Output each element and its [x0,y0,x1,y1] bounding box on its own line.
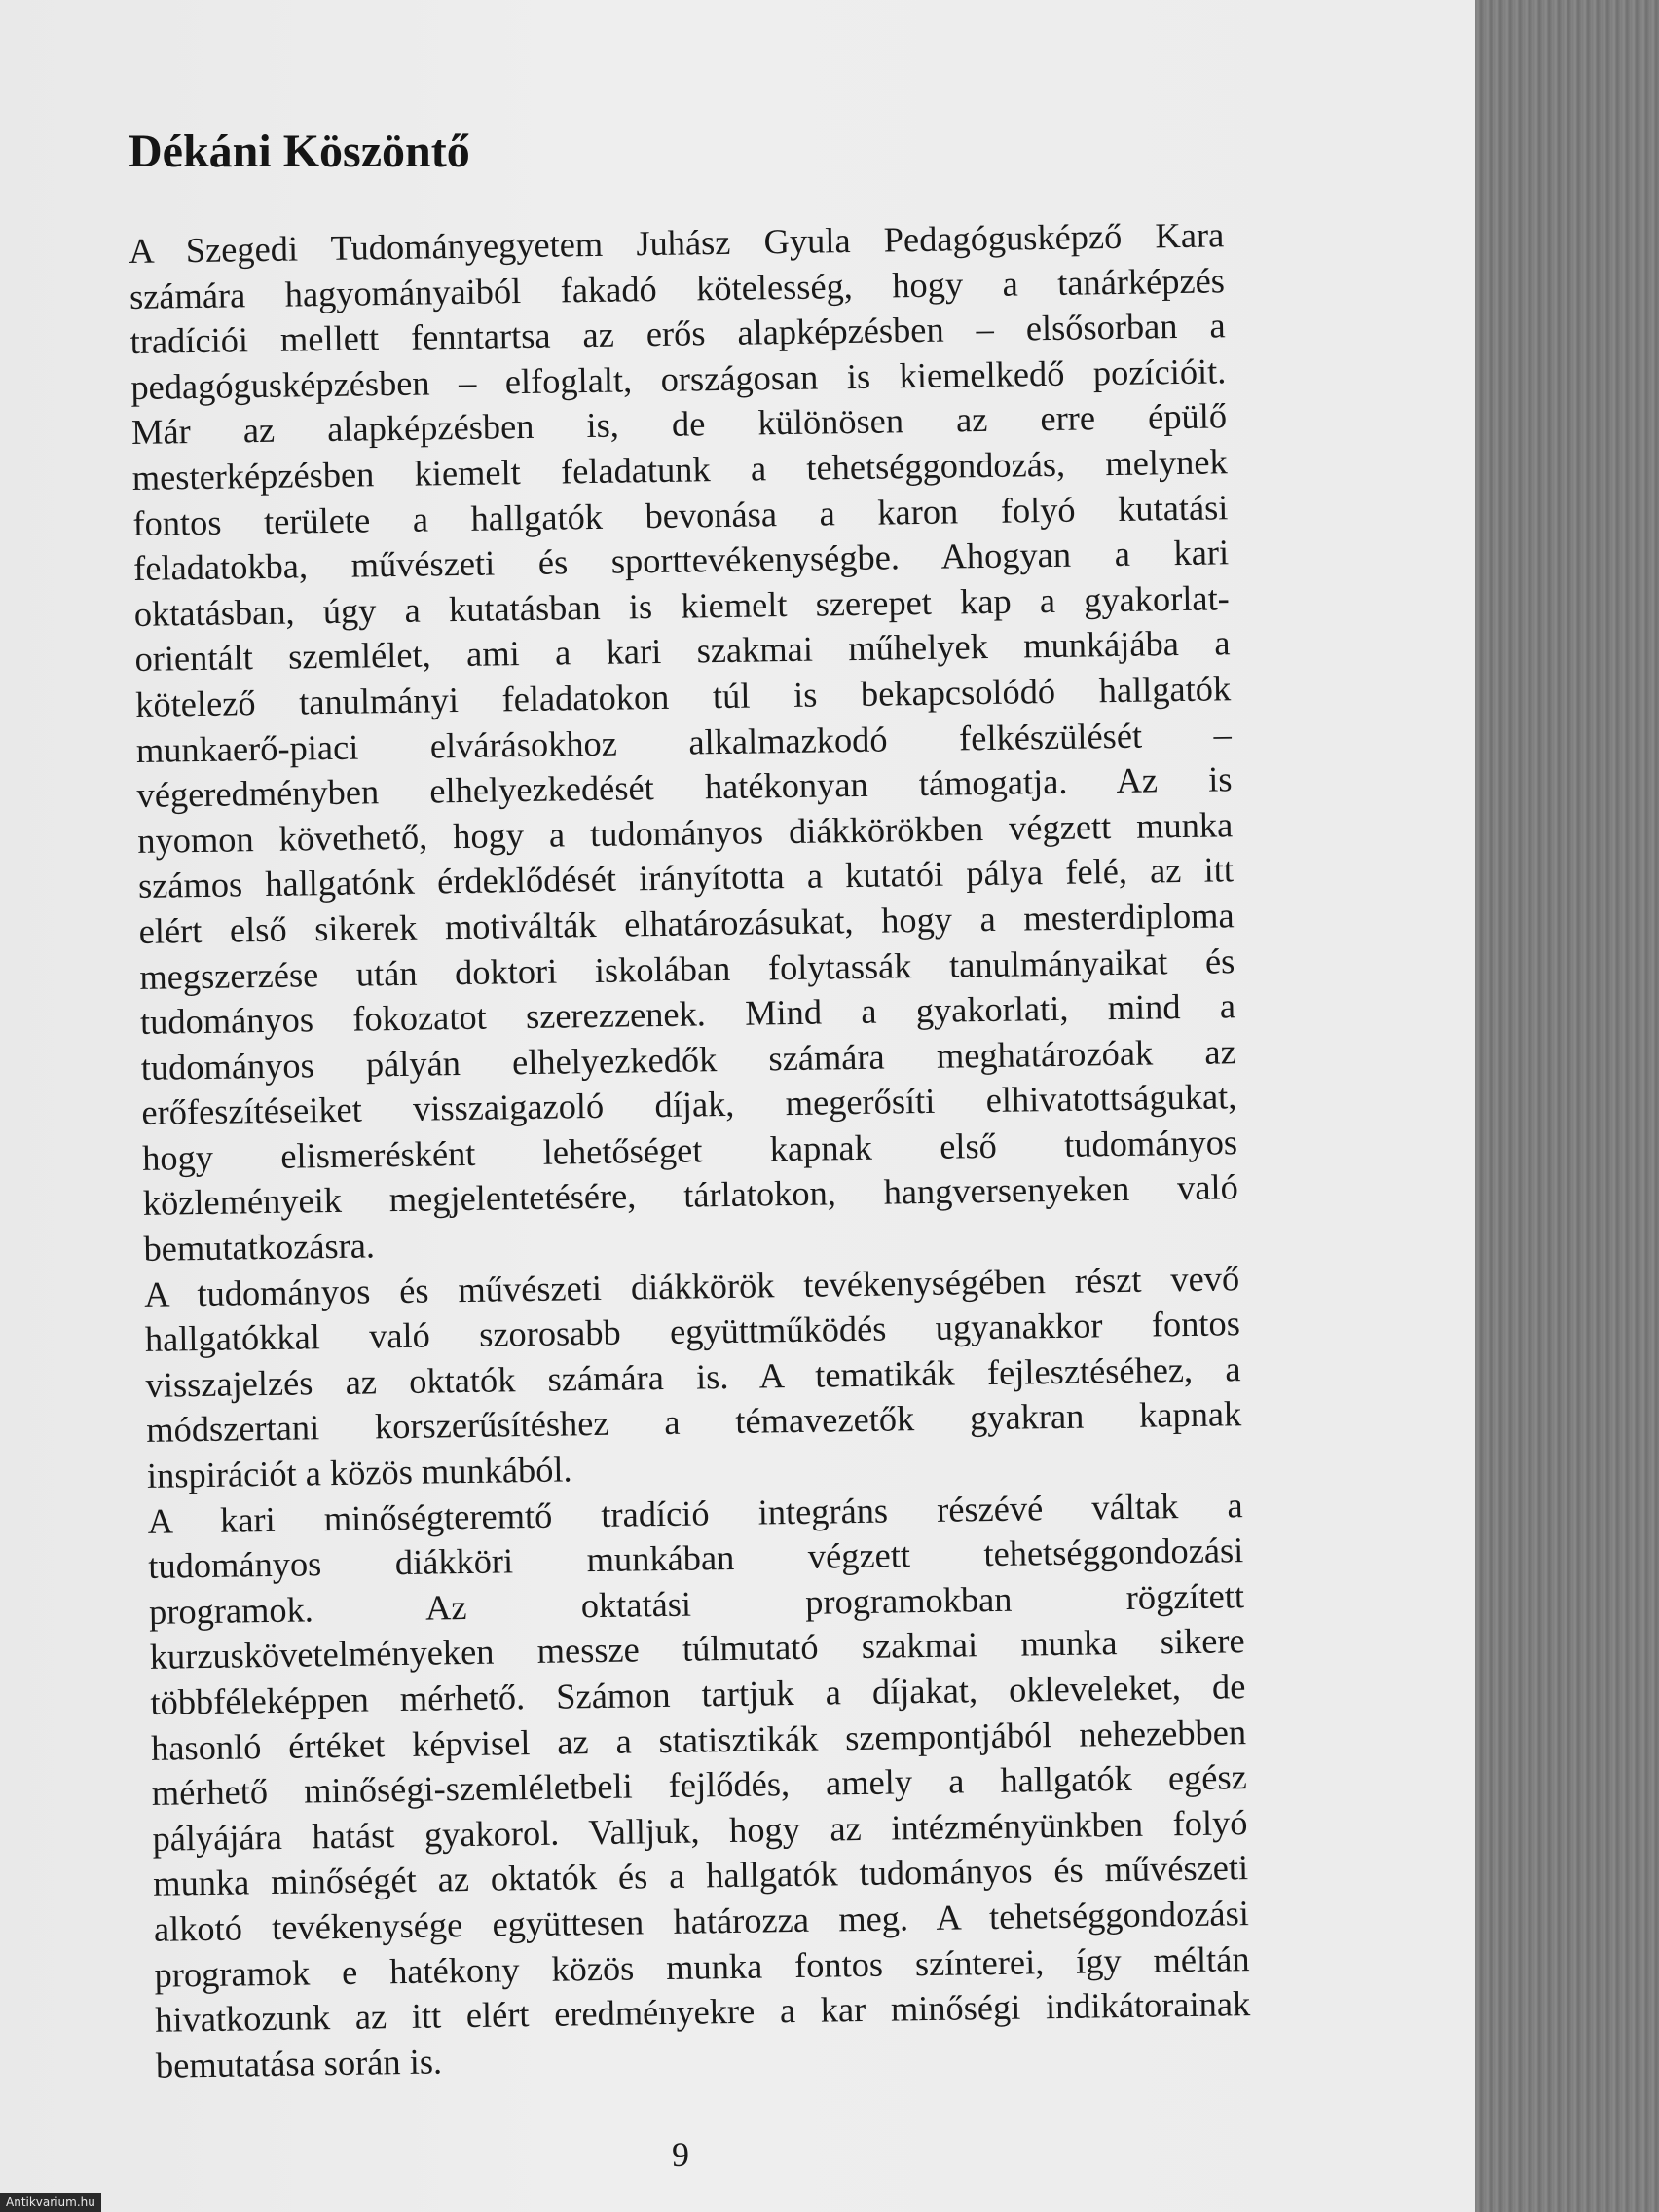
text-line: tudományos pályán elhelyezkedők számára meghatározóak az [140,1031,1236,1088]
text-line: kurzuskövetelményeken messze túlmutató szakmai munka sikere [149,1621,1245,1677]
text-line: hallgatókkal való szorosabb együttműködés ugyanakkor fontos [144,1304,1241,1360]
text-line: inspirációt a közös munkából. [146,1450,572,1495]
paragraph-3 [147,1483,1251,2088]
text-line: módszertani korszerűsítéshez a témavezetők gyakran kapnak [146,1394,1242,1451]
page-title: Dékáni Köszöntő [129,126,470,177]
text-line: hogy elismerésként lehetőséget kapnak első tudományos [141,1123,1238,1178]
body-text [129,212,1251,2088]
text-line: tudományos diákköri munkában végzett tehetséggondozási [148,1530,1244,1587]
text-line: A Szegedi Tudományegyetem Juhász Gyula Pedagógusképző Kara [129,215,1225,271]
text-line: számára hagyományaiból fakadó kötelesség, hogy a tanárképzés [129,260,1226,316]
text-line: elért első sikerek motiválták elhatározásukat, hogy a mesterdiploma [138,896,1235,951]
text-line: pedagógusképzésben – elfoglalt, országosan is kiemelkedő pozícióit. [130,351,1227,407]
text-line: erőfeszítéseiket visszaigazoló díjak, megerősíti elhivatottságukat, [141,1077,1237,1133]
text-line: bemutatkozásra. [143,1226,376,1269]
text-line: fontos területe a hallgatók bevonása a karon folyó kutatási [132,487,1229,543]
text-line: munkaerő-piaci elvárásokhoz alkalmazkodó felkészülését – [135,714,1233,770]
paragraph-1 [129,212,1239,1272]
text-line: A tudományos és művészeti diákkörök tevékenységében részt vevő [143,1258,1240,1314]
text-line: megszerzése után doktori iskolában folytassák tanulmányaikat és [139,940,1235,997]
page-edges [1475,0,1659,2212]
text-line: pályájára hatást gyakorol. Valljuk, hogy az intézményünkben folyó [152,1802,1248,1859]
text-line: végeredményben elhelyezkedését hatékonyan támogatja. Az is [136,759,1233,816]
text-line: közleményeik megjelentetésére, tárlatokon, hangversenyeken való [142,1167,1239,1224]
text-line: oktatásban, úgy a kutatásban is kiemelt szerepet kap a gyakorlat- [133,578,1231,634]
text-line: programok e hatékony közös munka fontos színterei, így méltán [154,1938,1250,1995]
text-line: nyomon követhető, hogy a tudományos diákkörökben végzett munka [137,804,1234,861]
text-line: többféleképpen mérhető. Számon tartjuk a díjakat, okleveleket, de [150,1667,1246,1722]
text-line: kötelező tanulmányi feladatokon túl is bekapcsolódó hallgatók [134,669,1232,724]
text-line: bemutatása során is. [155,2042,443,2085]
text-line: számos hallgatónk érdeklődését irányította a kutatói pálya felé, az itt [137,850,1235,906]
text-line: feladatokba, művészeti és sporttevékenységbe. Ahogyan a kari [132,533,1230,589]
text-line: programok. Az oktatási programokban rögzített [148,1575,1245,1632]
text-line: tudományos fokozatot szerezzenek. Mind a gyakorlati, mind a [139,986,1236,1043]
paragraph-2 [144,1256,1242,1499]
text-line: munka minőségét az oktatók és a hallgatók tudományos és művészeti [152,1848,1249,1904]
text-line: A kari minőségteremtő tradíció integráns részévé váltak a [147,1485,1243,1541]
text-line: alkotó tevékenysége együttesen határozza meg. A tehetséggondozási [153,1894,1250,1949]
text-line: Már az alapképzésben is, de különösen az erre épülő [130,396,1228,453]
text-line: orientált szemlélet, ami a kari szakmai műhelyek munkájába a [134,623,1231,680]
text-line: visszajelzés az oktatók számára is. A tematikák fejlesztéséhez, a [145,1349,1241,1405]
text-line: mérhető minőségi-szemléletbeli fejlődés, amely a hallgatók egész [151,1757,1248,1814]
watermark: Antikvarium.hu [0,2193,101,2212]
text-line: hivatkozunk az itt elért eredményekre a kar minőségi indikátorainak [155,1984,1251,2040]
page-number: 9 [672,2135,689,2174]
text-line: tradíciói mellett fenntartsa az erős alapképzésben – elsősorban a [129,306,1226,362]
text-line: mesterképzésben kiemelt feladatunk a tehetséggondozás, melynek [131,442,1228,498]
text-line: hasonló értéket képvisel az a statisztikák szempontjából nehezebben [150,1712,1247,1768]
